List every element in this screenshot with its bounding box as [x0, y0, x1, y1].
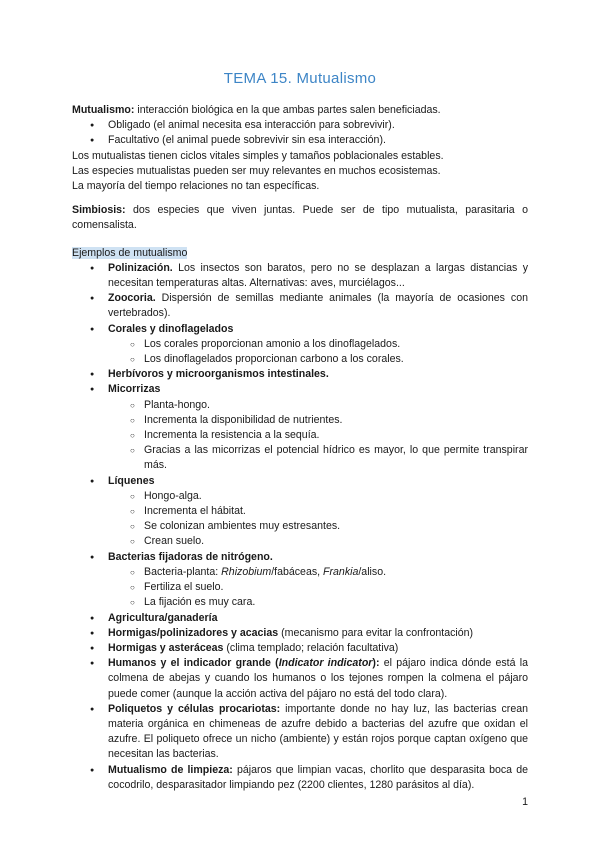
sub-list: [108, 565, 528, 611]
definition-text: interacción biológica en la que ambas partes salen beneficiadas.: [134, 104, 441, 116]
list-item: ● Herbívoros y microorganismos intestinales.: [72, 367, 528, 382]
document-page: [72, 70, 528, 793]
sub-list-item: ○ La fijación es muy cara.: [72, 595, 528, 610]
sub-list-item: ○ Incrementa el hábitat.: [72, 504, 528, 519]
list-item: ● Bacterias fijadoras de nitrógeno. ○ Bacteria-planta: Rhizobium/fabáceas, Frankia/aliso. ○ Fertiliza el suelo. ○ La fijación es muy cara.: [72, 550, 528, 611]
sub-list-item: ○ Gracias a las micorrizas el potencial hídrico es mayor, lo que permite transpirar más.: [72, 443, 528, 473]
mutualismo-types-list: [72, 118, 528, 148]
page-title: TEMA 15. Mutualismo: [223, 70, 377, 87]
list-item: ● Mutualismo de limpieza: pájaros que limpian vacas, chorlito que desparasita boca de cocodrilo, desparasitador limpiando pez (2200 clientes, 1280 parásitos al día).: [72, 763, 528, 793]
sub-list-item: ○ Fertiliza el suelo.: [72, 580, 528, 595]
mutualismo-definition: [72, 103, 528, 118]
list-item: ● Obligado (el animal necesita esa interacción para sobrevivir).: [72, 118, 528, 133]
sub-list-item: ○ Incrementa la resistencia a la sequía.: [72, 428, 528, 443]
section-heading: [72, 246, 528, 261]
sub-list-item: ○ Los dinoflagelados proporcionan carbono a los corales.: [72, 352, 528, 367]
list-item: ● Facultativo (el animal puede sobrevivir sin esa interacción).: [72, 133, 528, 148]
simbiosis-definition: [72, 203, 528, 233]
list-item: ● Micorrizas ○ Planta-hongo. ○ Incrementa la disponibilidad de nutrientes. ○ Incrementa la resistencia a la sequía. ○ Gracias a las micorrizas el potencial hídrico es mayor, lo que permite transpirar más.: [72, 382, 528, 473]
sub-list-item: ○ Los corales proporcionan amonio a los dinoflagelados.: [72, 337, 528, 352]
sub-list-item: ○ Incrementa la disponibilidad de nutrientes.: [72, 413, 528, 428]
sub-list-item: ○ Hongo-alga.: [72, 489, 528, 504]
list-item: ● Poliquetos y células procariotas: importante donde no hay luz, las bacterias crean materia orgánica en chimeneas de azufre debido a bacterias del azufre que oxidan el azufre. El poliqueto ofrece un nicho (ambiente) y están rojos porque captan oxígeno que necesitan las bacterias.: [72, 702, 528, 763]
sub-list: [108, 398, 528, 474]
definition-text: dos especies que viven juntas. Puede ser de tipo mutualista, parasitaria o comensalista.: [72, 204, 528, 232]
paragraph: Los mutualistas tienen ciclos vitales simples y tamaños poblacionales estables.: [72, 149, 444, 162]
list-item: ● Hormigas y asteráceas (clima templado; relación facultativa): [72, 641, 528, 656]
term-simbiosis: Simbiosis:: [72, 204, 126, 217]
list-item: ● Polinización. Los insectos son baratos, pero no se desplazan a largas distancias y necesitan temperaturas altas. Alternativas: aves, murciélagos...: [72, 261, 528, 291]
sub-list-item: ○ Crean suelo.: [72, 534, 528, 549]
list-item: ● Corales y dinoflagelados ○ Los corales proporcionan amonio a los dinoflagelados. ○ Los dinoflagelados proporcionan carbono a los corales.: [72, 322, 528, 368]
page-number: 1: [522, 796, 528, 808]
paragraph: La mayoría del tiempo relaciones no tan específicas.: [72, 180, 320, 193]
sub-list-item: ○ Se colonizan ambientes muy estresantes.: [72, 519, 528, 534]
examples-list: [72, 261, 528, 793]
heading-text: Ejemplos de mutualismo: [72, 246, 188, 259]
list-item: ● Agricultura/ganadería: [72, 611, 528, 626]
sub-list-item: ○ Bacteria-planta: Rhizobium/fabáceas, Frankia/aliso.: [72, 565, 528, 580]
sub-list-item: ○ Planta-hongo.: [72, 398, 528, 413]
list-item: ● Líquenes ○ Hongo-alga. ○ Incrementa el hábitat. ○ Se colonizan ambientes muy estresantes. ○ Crean suelo.: [72, 474, 528, 550]
sub-list: [108, 489, 528, 550]
list-item: ● Zoocoria. Dispersión de semillas mediante animales (la mayoría de ocasiones con vertebrados).: [72, 291, 528, 321]
paragraph: Las especies mutualistas pueden ser muy relevantes en muchos ecosistemas.: [72, 164, 441, 177]
sub-list: [108, 337, 528, 367]
list-item: ● Humanos y el indicador grande (Indicator indicator): el pájaro indica dónde está la colmena de abejas y cuando los humanos o los tejones rompen la colmena el pájaro puede comer (aunque la acción activa del pájaro no está del todo clara).: [72, 656, 528, 702]
list-item: ● Hormigas/polinizadores y acacias (mecanismo para evitar la confrontación): [72, 626, 528, 641]
term-mutualismo: Mutualismo:: [72, 104, 135, 116]
